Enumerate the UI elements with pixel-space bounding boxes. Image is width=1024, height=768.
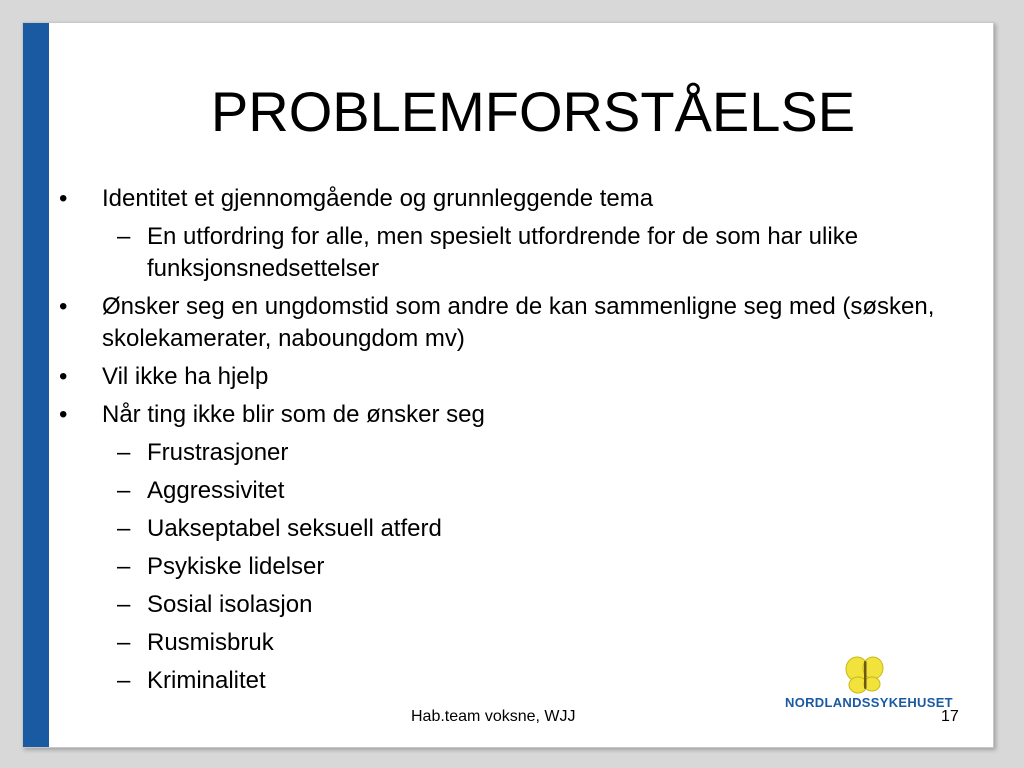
sub-bullet-text: Uakseptabel seksuell atferd bbox=[147, 515, 442, 542]
nordlandssykehuset-logo bbox=[785, 655, 985, 715]
sub-bullet-marker: – bbox=[117, 515, 131, 542]
page-number: 17 bbox=[941, 708, 959, 725]
accent-bar bbox=[23, 23, 49, 747]
bullet-marker: • bbox=[59, 293, 68, 320]
bullet-marker: • bbox=[59, 401, 68, 428]
butterfly-icon bbox=[843, 655, 887, 695]
bullet-text: Når ting ikke blir som de ønsker seg bbox=[102, 401, 485, 428]
slide-title: PROBLEMFORSTÅELSE bbox=[210, 80, 856, 143]
sub-bullet-marker: – bbox=[117, 477, 131, 504]
sub-bullet-item bbox=[59, 437, 939, 469]
sub-bullet-marker: – bbox=[117, 629, 131, 656]
sub-bullet-text: Kriminalitet bbox=[147, 667, 266, 694]
logo-text: NORDLANDSSYKEHUSET bbox=[785, 695, 953, 710]
sub-bullet-item bbox=[59, 513, 939, 545]
sub-bullet-text: Frustrasjoner bbox=[147, 439, 289, 466]
sub-bullet-text: Aggressivitet bbox=[147, 477, 285, 504]
slide bbox=[22, 22, 994, 748]
bullet-list bbox=[59, 183, 939, 703]
sub-bullet-marker: – bbox=[117, 223, 131, 250]
sub-bullet-marker: – bbox=[117, 553, 131, 580]
sub-bullet-text: Psykiske lidelser bbox=[147, 553, 325, 580]
bullet-marker: • bbox=[59, 185, 68, 212]
sub-bullet-item bbox=[59, 551, 939, 583]
sub-bullet-marker: – bbox=[117, 439, 131, 466]
bullet-marker: • bbox=[59, 363, 68, 390]
footer-text: Hab.team voksne, WJJ bbox=[411, 708, 576, 725]
bullet-text: Identitet et gjennomgående og grunnleggende tema bbox=[102, 185, 654, 212]
bullet-text: Vil ikke ha hjelp bbox=[102, 363, 269, 390]
bullet-item bbox=[59, 361, 939, 393]
sub-bullet-text: Sosial isolasjon bbox=[147, 591, 313, 618]
sub-bullet-item bbox=[59, 475, 939, 507]
bullet-item bbox=[59, 291, 939, 355]
bullet-item bbox=[59, 183, 939, 215]
sub-bullet-marker: – bbox=[117, 591, 131, 618]
sub-bullet-item bbox=[59, 589, 939, 621]
sub-bullet-marker: – bbox=[117, 667, 131, 694]
bullet-text: Ønsker seg en ungdomstid som andre de kan sammenligne seg med (søsken, skolekamerater, naboungdom mv) bbox=[102, 293, 935, 352]
sub-bullet-text: En utfordring for alle, men spesielt utfordrende for de som har ulike funksjonsnedsettelser bbox=[147, 223, 859, 282]
sub-bullet-text: Rusmisbruk bbox=[147, 629, 274, 656]
sub-bullet-item bbox=[59, 221, 939, 285]
bullet-item bbox=[59, 399, 939, 431]
